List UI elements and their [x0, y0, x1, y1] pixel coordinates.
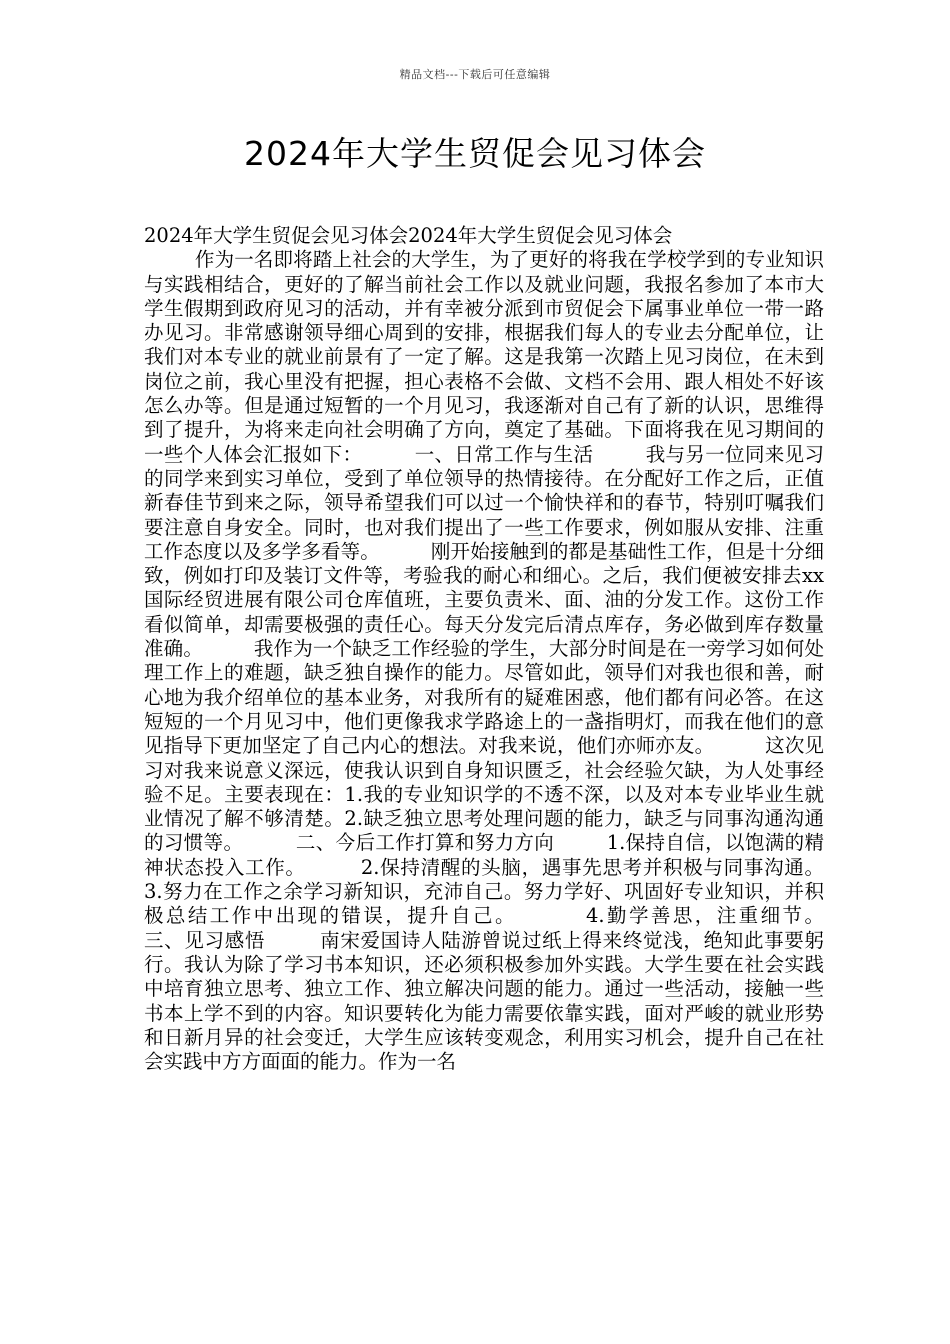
- document-title: 2024年大学生贸促会见习体会: [244, 134, 706, 173]
- page-header-watermark: 精品文档---下载后可任意编辑: [399, 68, 551, 81]
- document-body: 2024年大学生贸促会见习体会2024年大学生贸促会见习体会 作为一名即将踏上社会的大学生，为了更好的将我在学校学到的专业知识与实践相结合，更好的了解当前社会工作以及就业问题，我报名参加了本市大学生假期到政府见习的活动，并有幸被分派到市贸促会下属事业单位一带一路办见习。非常感谢领导细心周到的安排，根据我们每人的专业去分配单位，让我们对本专业的就业前景有了一定了解。这是我第一次踏上见习岗位，在未到岗位之前，我心里没有把握，担心表格不会做、文档不会用、跟人相处不好该怎么办等。但是通过短暂的一个月见习，我逐渐对自己有了新的认识，思维得到了提升，为将来走向社会明确了方向，奠定了基础。下面将我在见习期间的一些个人体会汇报如下： 一、日常工作与生活 我与另一位同来见习的同学来到实习单位，受到了单位领导的热情接待。在分配好工作之后，正值新春佳节到来之际，领导希望我们可以过一个愉快祥和的春节，特别叮嘱我们要注意自身安全。同时，也对我们提出了一些工作要求，例如服从安排、注重工作态度以及多学多看等。 刚开始接触到的都是基础性工作，但是十分细致，例如打印及装订文件等，考验我的耐心和细心。之后，我们便被安排去xx国际经贸进展有限公司仓库值班，主要负责米、面、油的分发工作。这份工作看似简单，却需要极强的责任心。每天分发完后清点库存，务必做到库存数量准确。 我作为一个缺乏工作经验的学生，大部分时间是在一旁学习如何处理工作上的难题，缺乏独自操作的能力。尽管如此，领导们对我也很和善，耐心地为我介绍单位的基本业务，对我所有的疑难困惑，他们都有问必答。在这短短的一个月见习中，他们更像我求学路途上的一盏指明灯，而我在他们的意见指导下更加坚定了自己内心的想法。对我来说，他们亦师亦友。 这次见习对我来说意义深远，使我认识到自身知识匮乏，社会经验欠缺，为人处事经验不足。主要表现在：1.我的专业知识学的不透不深，以及对本专业毕业生就业情况了解不够清楚。2.缺乏独立思考处理问题的能力，缺乏与同事沟通沟通的习惯等。 二、今后工作打算和努力方向 1.保持自信，以饱满的精神状态投入工作。 2.保持清醒的头脑，遇事先思考并积极与同事沟通。 3.努力在工作之余学习新知识，充沛自己。努力学好、巩固好专业知识，并积极总结工作中出现的错误，提升自己。 4.勤学善思，注重细节。 三、见习感悟 南宋爱国诗人陆游曾说过纸上得来终觉浅，绝知此事要躬行。我认为除了学习书本知识，还必须积极参加外实践。大学生要在社会实践中培育独立思考、独立工作、独立解决问题的能力。通过一些活动，接触一些书本上学不到的内容。知识要转化为能力需要依靠实践，面对严峻的就业形势和日新月异的社会变迁，大学生应该转变观念，利用实习机会，提升自己在社会实践中方方面面的能力。作为一名: [144, 224, 824, 1074]
